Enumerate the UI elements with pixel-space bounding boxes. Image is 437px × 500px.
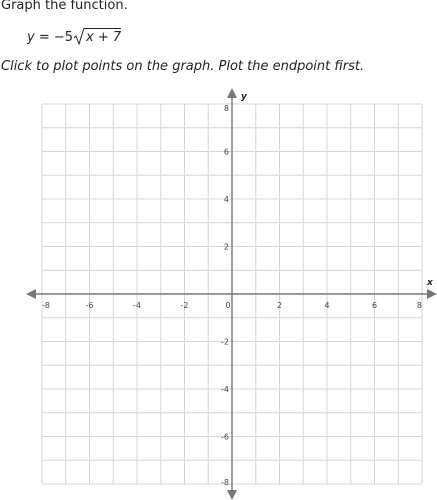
- instruction-text: Click to plot points on the graph. Plot the endpoint first.: [1, 59, 365, 74]
- x-tick-label: -6: [85, 301, 94, 310]
- square-root: [73, 28, 123, 45]
- coordinate-plane[interactable]: [0, 86, 437, 500]
- y-tick-label: -2: [221, 337, 229, 347]
- x-axis-title: x: [427, 278, 433, 288]
- function-equation: [27, 28, 123, 45]
- y-tick-label: 6: [223, 147, 229, 157]
- y-tick-label: -8: [221, 478, 229, 487]
- x-axis-left-arrow-icon: [26, 289, 36, 299]
- y-tick-label: 2: [223, 242, 229, 252]
- x-axis-right-arrow-icon: [427, 289, 437, 299]
- x-tick-label: 6: [371, 301, 378, 310]
- radical-sign-icon: [73, 26, 85, 46]
- equation-coefficient: −5: [53, 30, 74, 45]
- y-tick-label: -4: [221, 385, 229, 394]
- x-tick-label: 8: [416, 301, 422, 310]
- y-tick-label: -6: [221, 432, 229, 442]
- y-axis-down-arrow-icon: [227, 490, 237, 500]
- y-tick-label: 8: [223, 104, 229, 113]
- x-tick-label: -2: [180, 301, 189, 310]
- y-axis-up-arrow-icon: [227, 88, 237, 98]
- x-tick-label: 0: [225, 301, 231, 310]
- equation-equals: =: [34, 30, 54, 45]
- y-tick-label: 4: [223, 195, 229, 204]
- question-prompt: Graph the function.: [1, 0, 128, 13]
- x-tick-label: -8: [42, 301, 50, 310]
- equation-radicand: x + 7: [86, 30, 122, 45]
- x-tick-label: 4: [324, 301, 330, 310]
- y-axis-title: y: [241, 92, 247, 102]
- equation-lhs: y: [27, 30, 35, 45]
- x-tick-label: -4: [133, 301, 141, 310]
- x-tick-label: 2: [276, 301, 283, 310]
- axes: [26, 88, 437, 500]
